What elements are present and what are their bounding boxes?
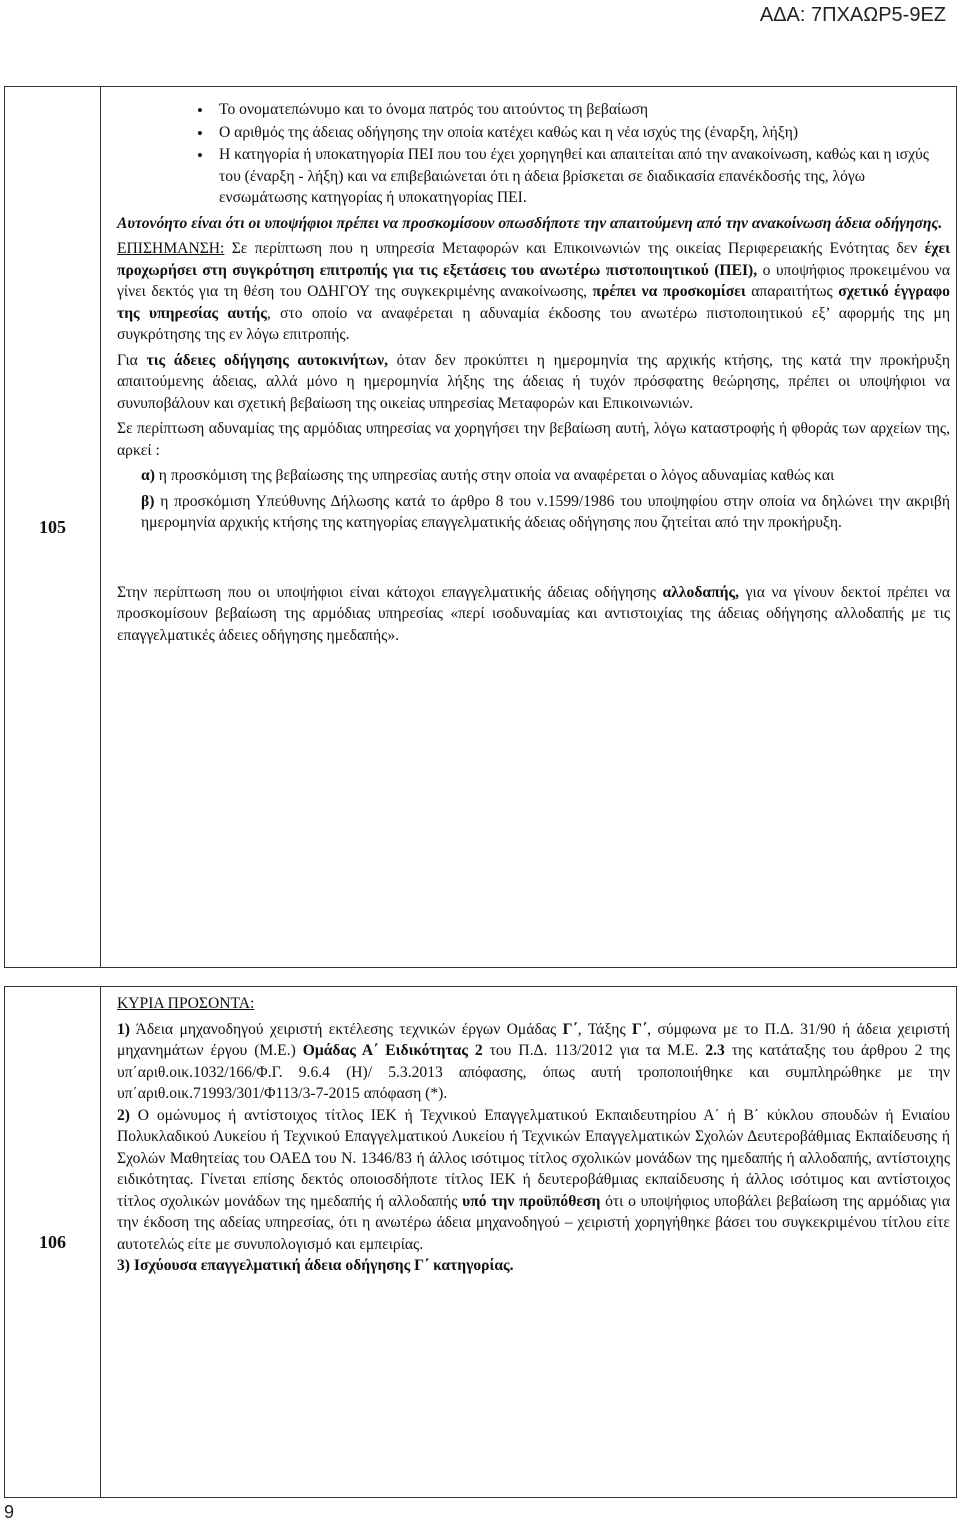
qualification-item-1: [117, 1019, 950, 1105]
text-run: όταν δεν προκύπτει η ημερομηνία της αρχικής κτήσης, της κατά την προκήρυξη απαιτούμενης άδειας, αλλά μόνο η ημερομηνία λήξης της άδειας ή τυχόν πρόσφατης θεώρησης, πρέπει οι υποψήφιοι να συνυποβάλουν και σχετική βεβαίωση της οικείας υπηρεσίας Μεταφορών και Επικοινωνιών.: [117, 351, 950, 412]
foreign-license-paragraph: [117, 582, 950, 647]
text-run: ο υποψήφιος προκειμένου να γίνει δεκτός για τη θέση του ΟΔΗΓΟΥ της συγκεκριμένης ανακοίνωσης,: [117, 261, 950, 301]
text-run-bold: τις άδειες οδήγησης αυτοκινήτων,: [146, 351, 388, 369]
text-run-bold: έχει προχωρήσει στη συγκρότηση επιτροπής για τις εξετάσεις του ανωτέρω πιστοποιητικού (ΠΕΙ),: [117, 240, 950, 279]
text-run: , Τάξης: [577, 1020, 633, 1038]
obvious-note: Αυτονόητο είναι ότι οι υποψήφιοι πρέπει να προσκομίσουν οπωσδήποτε την απαιτούμενη από την ανακοίνωση άδεια οδήγησης.: [117, 214, 943, 232]
option-label: β): [141, 492, 155, 510]
list-item: • Η κατηγορία ή υποκατηγορία ΠΕΙ που του έχει χορηγηθεί και απαιτείται από την ανακοίνωση, καθώς και η ισχύς του (έναρξη - λήξη) και να επιβεβαιώνεται ότι η άδεια βρίσκεται σε διαδικασία επανέκδοσής της, λόγω ενσωμάτωσης κατηγορίας ή υποκατηγορίας ΠΕΙ.: [219, 144, 950, 209]
episimansi-paragraph: [117, 238, 950, 346]
text-run: , σύμφωνα με το Π.Δ. 31/90 ή άδεια χειριστή μηχανημάτων έργου (Μ.Ε.): [117, 1020, 950, 1060]
row-number: 106: [4, 986, 101, 1498]
item-number: 2): [117, 1106, 130, 1124]
list-item: • Το ονοματεπώνυμο και το όνομα πατρός του αιτούντος τη βεβαίωση: [219, 99, 950, 121]
text-run: Στην περίπτωση που οι υποψήφιοι είναι κάτοχοι επαγγελματικής άδειας οδήγησης: [117, 583, 663, 601]
text-run: η προσκόμιση Υπεύθυνης Δήλωσης κατά το άρθρο 8 του ν.1599/1986 του υποψηφίου στην οποία να δηλώνει την ακριβή ημερομηνία αρχικής κτήσης της κατηγορίας επαγγελματικής άδειας οδήγησης που ζητείται από την προκήρυξη.: [141, 492, 950, 532]
text-run-bold: αλλοδαπής,: [662, 583, 740, 601]
text-run: η προσκόμιση της βεβαίωσης της υπηρεσίας αυτής στην οποία να αναφέρεται ο λόγος αδυναμίας καθώς και: [154, 467, 835, 485]
car-licenses-paragraph: [117, 350, 950, 415]
text-run: του Π.Δ. 113/2012 για τα Μ.Ε.: [482, 1042, 706, 1060]
row-content: [100, 986, 957, 1498]
option-label: α): [141, 467, 155, 485]
document-code: ΑΔΑ: 7ΠΧΑΩΡ5-9ΕΖ: [759, 4, 946, 26]
text-run: Για: [117, 351, 147, 369]
episimansi-label: ΕΠΙΣΗΜΑΝΣΗ:: [117, 240, 225, 258]
required-info-list: [117, 99, 950, 209]
text-run-bold: Γ΄: [562, 1020, 578, 1038]
text-run: Ο ομώνυμος ή αντίστοιχος τίτλος ΙΕΚ ή Τεχνικού Επαγγελματικού Εκπαιδευτηρίου Α΄ ή Β΄ κύκλου σπουδών ή Ενιαίου Πολυκλαδικού Λυκείου ή Τεχνικού Επαγγελματικού Λυκείου ή Τεχνικών Επαγγελματικών Σχολών Δευτεροβάθμιας Εκπαίδευσης ή Σχολών Μαθητείας του ΟΑΕΔ του Ν. 1346/83 ή άλλος ισότιμος τίτλος σχολικών μονάδων της ημεδαπής ή αλλοδαπής, αντίστοιχης ειδικότητας. Γίνεται επίσης δεκτός οποιοσδήποτε τίτλος ΙΕΚ ή δευτεροβάθμιας εκπαίδευσης ή άλλος ισότιμος και αντίστοιχος τίτλος σχολικών μονάδων της ημεδαπής ή αλλοδαπής: [117, 1106, 950, 1210]
text-run: απαραιτήτως: [745, 283, 839, 301]
list-item: • Ο αριθμός της άδειας οδήγησης την οποία κατέχει καθώς και η νέα ισχύς της (έναρξη, λήξη): [219, 122, 950, 144]
text-run: Σε περίπτωση που η υπηρεσία Μεταφορών και Επικοινωνιών της οικείας Περιφερειακής Ενότητας δεν: [224, 240, 925, 258]
impossibility-paragraph: Σε περίπτωση αδυναμίας της αρμόδιας υπηρεσίας να χορηγήσει την βεβαίωση αυτή, λόγω καταστροφής ή φθοράς των αρχείων της, αρκεί :: [117, 420, 950, 459]
text-run: της κατάταξης του άρθρου 2 της υπ΄αριθ.οικ.1032/166/Φ.Γ. 9.6.4 (Η)/ 5.3.2013 απόφασης, όπως αυτή τροποποιήθηκε και συμπληρώθηκε με την υπ΄αριθ.οικ.71993/301/Φ113/3-7-2015 απόφαση (*).: [117, 1042, 950, 1103]
section-title: ΚΥΡΙΑ ΠΡΟΣΟΝΤΑ:: [117, 995, 255, 1012]
table-row: [4, 86, 957, 968]
table-row: [4, 986, 957, 1498]
option-a: [117, 465, 950, 487]
row-number: 105: [4, 86, 101, 968]
text-run-bold: σχετικό έγγραφο της υπηρεσίας αυτής: [117, 283, 950, 322]
text-run-bold: υπό την προϋπόθεση: [462, 1192, 601, 1210]
text-run-bold: 2.3: [705, 1042, 725, 1060]
text-run: ότι ο υποψήφιος υποβάλει βεβαίωση της αρμόδιας για την έκδοση της αδείας υπηρεσίας, ότι η ανωτέρω άδεια μηχανοδηγού – χειριστή χορηγήθηκε βάσει του συγκεκριμένου τίτλου είτε αυτοτελώς είτε με συνυπολογισμό και εμπειρίας.: [117, 1192, 950, 1253]
text-run: Άδεια μηχανοδηγού χειριστή εκτέλεσης τεχνικών έργων Ομάδας: [130, 1020, 563, 1038]
text-run: για να γίνουν δεκτοί πρέπει να προσκομίσουν βεβαίωση της αρμόδιας υπηρεσίας «περί ισοδυναμίας και αντιστοιχίας της άδειας οδήγησης αλλοδαπής με τις επαγγελματικές άδειες οδήγησης ημεδαπής».: [117, 583, 950, 644]
qualification-item-2: [117, 1105, 950, 1256]
qualification-item-3: 3) Ισχύουσα επαγγελματική άδεια οδήγησης Γ΄ κατηγορίας.: [117, 1257, 514, 1275]
item-number: 1): [117, 1020, 130, 1038]
text-run-bold: Γ΄: [632, 1020, 648, 1038]
text-run: , στο οποίο να αναφέρεται η αδυναμία έκδοσης του ανωτέρω πιστοποιητικού εξ’ αφορμής της μη συγκρότησης της εν λόγω επιτροπής.: [117, 304, 950, 344]
option-b: [117, 491, 950, 534]
row-content: [100, 86, 957, 968]
text-run-bold: Ομάδας Α΄ Ειδικότητας 2: [302, 1042, 483, 1060]
text-run-bold: πρέπει να προσκομίσει: [592, 283, 746, 301]
page-number: 9: [4, 1502, 15, 1522]
